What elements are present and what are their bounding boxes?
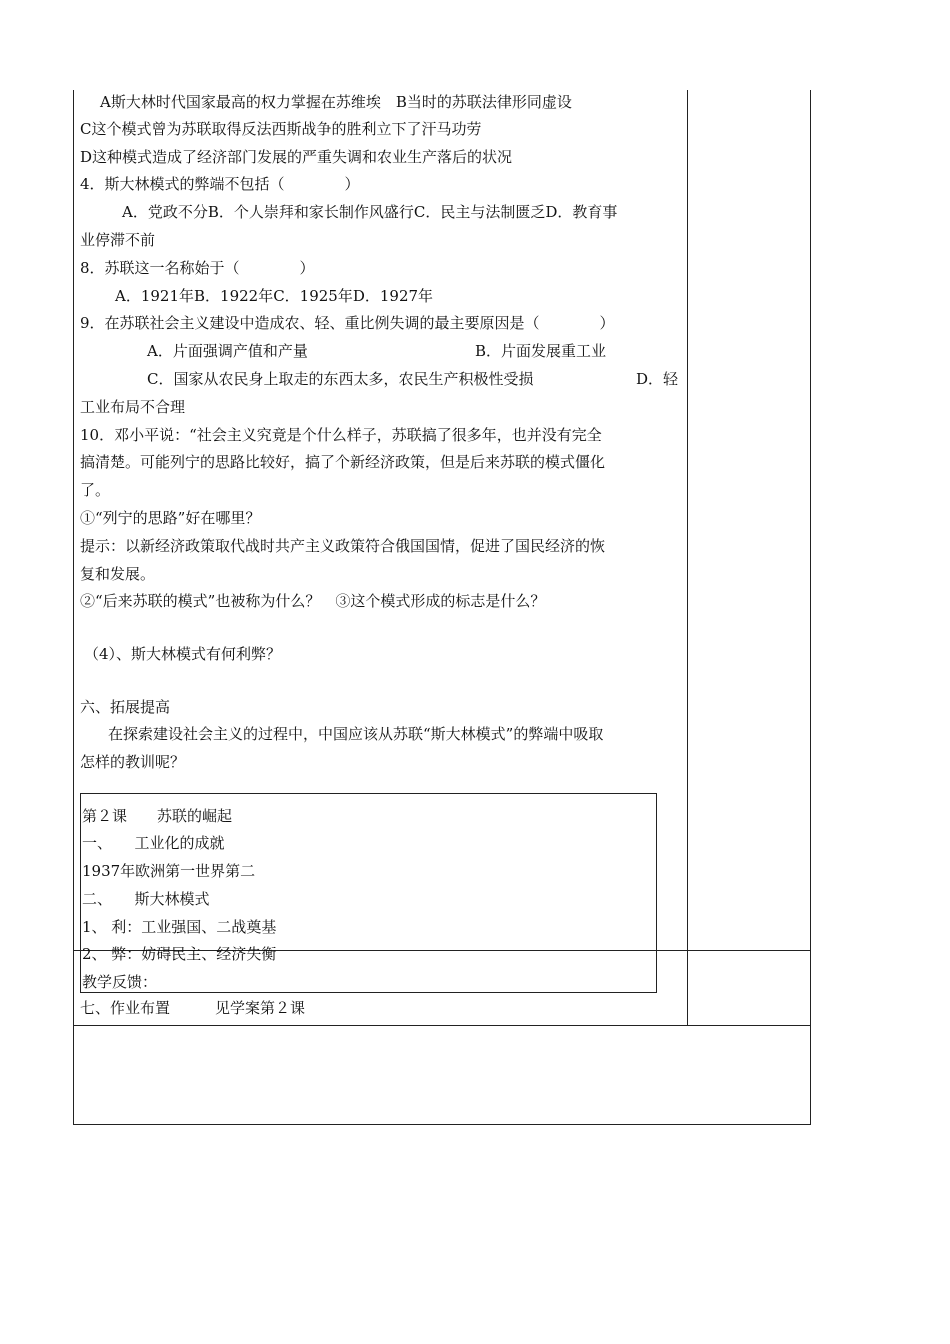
question-option-ab: A斯大林时代国家最高的权力掌握在苏维埃 B当时的苏联法律形同虚设: [100, 93, 572, 111]
question-10-sub-1: ①“列宁的思路”好在哪里？: [80, 509, 261, 527]
question-9-option-c: C．国家从农民身上取走的东西太多，农民生产积极性受损: [147, 370, 534, 388]
question-4-options: A．党政不分B．个人崇拜和家长制作风盛行C．民主与法制匮乏D．教育事: [122, 203, 618, 221]
question-4-stem: 4．斯大林模式的弊端不包括（ ）: [80, 175, 360, 193]
question-9-option-b: B．片面发展重工业: [475, 342, 607, 360]
board-item-1: 一、 工业化的成就: [82, 834, 225, 852]
question-option-c: C这个模式曾为苏联取得反法西斯战争的胜利立下了汗马功劳: [80, 120, 482, 138]
question-8-stem: 8．苏联这一名称始于（ ）: [80, 259, 315, 277]
feedback-label: 教学反馈：: [82, 973, 158, 991]
bottom-blank-cell: [73, 1025, 811, 1125]
board-item-1-detail: 1937年欧洲第一世界第二: [82, 862, 256, 880]
question-10-sub-2-3: ②“后来苏联的模式”也被称为什么？ ③这个模式形成的标志是什么？: [80, 592, 546, 610]
board-title: 第２课 苏联的崛起: [82, 807, 233, 825]
section-6-title: 六、拓展提高: [80, 698, 171, 716]
question-10-hint-1: 提示：以新经济政策取代战时共产主义政策符合俄国国情，促进了国民经济的恢: [80, 537, 606, 555]
homework-label: 七、作业布置 见学案第２课: [80, 999, 306, 1017]
question-9-option-d: D．轻: [636, 370, 679, 388]
question-10-line-2: 搞清楚。可能列宁的思路比较好，搞了个新经济政策，但是后来苏联的模式僵化: [80, 453, 606, 471]
section-6-line-2: 怎样的教训呢？: [80, 753, 186, 771]
side-notes-cell: [687, 90, 811, 951]
feedback-side-cell: [687, 950, 811, 1026]
question-10-line-1: 10．邓小平说：“社会主义究竟是个什么样子，苏联搞了很多年，也并没有完全: [80, 426, 602, 444]
question-10-hint-2: 复和发展。: [80, 565, 156, 583]
board-item-2-pro: 1、 利：工业强国、二战奠基: [82, 918, 277, 936]
question-4-options-cont: 业停滞不前: [80, 231, 156, 249]
question-9-option-d-cont: 工业布局不合理: [80, 398, 186, 416]
question-9-option-a: A．片面强调产值和产量: [147, 342, 308, 360]
question-4b: （4）、斯大林模式有何利弊？: [84, 645, 282, 663]
question-10-line-3: 了。: [80, 481, 111, 499]
section-6-line-1: 在探索建设社会主义的过程中，中国应该从苏联“斯大林模式”的弊端中吸取: [108, 725, 604, 743]
board-item-2-con: 2、 弊：妨碍民主、经济失衡: [82, 945, 277, 963]
question-9-stem: 9．在苏联社会主义建设中造成农、轻、重比例失调的最主要原因是（ ）: [80, 314, 615, 332]
question-8-options: A．1921年B．1922年C．1925年D．1927年: [115, 287, 434, 305]
board-item-2: 二、 斯大林模式: [82, 890, 210, 908]
question-option-d: D这种模式造成了经济部门发展的严重失调和农业生产落后的状况: [80, 148, 513, 166]
